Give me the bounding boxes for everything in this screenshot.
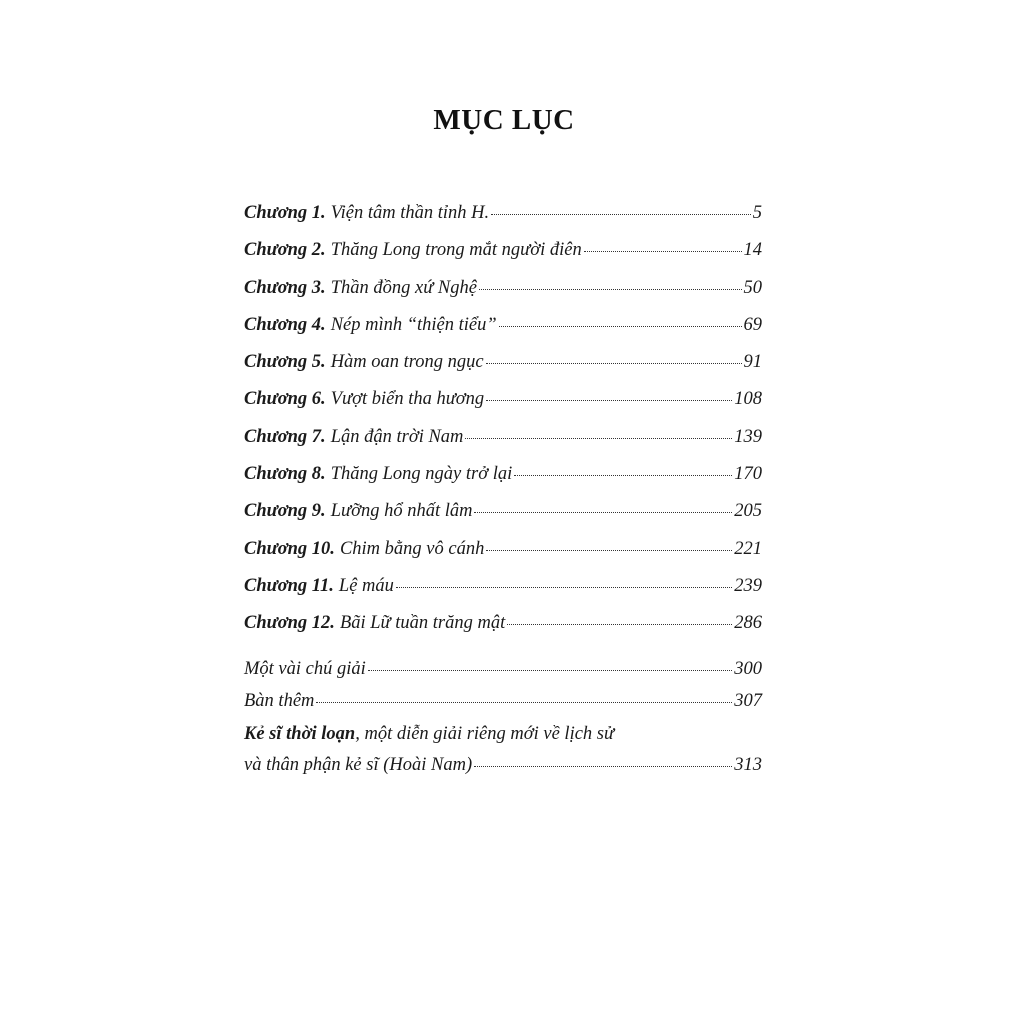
chapter-title: Nép mình “thiện tiểu” — [330, 314, 497, 335]
afterword-line-1 — [244, 724, 762, 755]
toc-entry-chapter-1 — [244, 203, 762, 240]
toc-entry-chapter-10 — [244, 539, 762, 576]
page-number: 91 — [743, 352, 762, 373]
section-gap — [244, 651, 762, 659]
chapter-title: Thần đồng xứ Nghệ — [330, 277, 477, 298]
page-number: 286 — [734, 613, 762, 634]
page-number: 5 — [752, 203, 762, 223]
dot-leader — [316, 701, 732, 703]
chapter-label: Chương 4. — [244, 314, 326, 335]
toc-entry-chapter-3 — [244, 278, 762, 315]
chapter-title: Bãi Lữ tuần trăng mật — [339, 613, 506, 634]
page-number: 221 — [734, 538, 762, 559]
page-number: 205 — [734, 501, 762, 522]
toc-entry-chapter-2 — [244, 240, 762, 277]
chapter-title: Chim bằng vô cánh — [339, 538, 485, 559]
dot-leader — [479, 288, 742, 290]
toc-entry-chapter-12 — [244, 613, 762, 650]
toc-entry-chapter-8 — [244, 464, 762, 501]
dot-leader — [507, 623, 732, 625]
chapter-title: Hàm oan trong ngục — [330, 352, 484, 373]
toc-entry-chapter-11 — [244, 576, 762, 613]
chapter-label: Chương 6. — [244, 389, 326, 410]
toc-entry-chapter-5 — [244, 352, 762, 389]
dot-leader — [514, 474, 732, 476]
dot-leader — [486, 362, 742, 364]
chapter-label: Chương 1. — [244, 203, 326, 223]
afterword-line-2-text: và thân phận kẻ sĩ (Hoài Nam) — [244, 754, 473, 775]
chapter-title: Lệ máu — [338, 575, 394, 596]
dot-leader — [474, 511, 732, 513]
chapter-label: Chương 11. — [244, 575, 334, 596]
dot-leader — [396, 586, 732, 588]
page-number: 307 — [734, 691, 762, 712]
afterword-subtitle: , một diễn giải riêng mới về lịch sử — [355, 723, 615, 744]
dot-leader — [465, 437, 732, 439]
chapter-label: Chương 3. — [244, 277, 326, 298]
page-number: 239 — [734, 575, 762, 596]
dot-leader — [486, 549, 732, 551]
dot-leader — [474, 766, 732, 767]
page-number: 170 — [734, 464, 762, 485]
toc-entry-chapter-9 — [244, 501, 762, 538]
entry-title: Một vài chú giải — [244, 658, 366, 679]
entry-title: Bàn thêm — [244, 691, 315, 712]
page-number: 108 — [734, 389, 762, 410]
dot-leader — [491, 213, 751, 215]
toc-entry-chapter-6 — [244, 389, 762, 426]
dot-leader — [368, 669, 732, 671]
chapter-label: Chương 7. — [244, 426, 326, 447]
toc-entry-discussion — [244, 691, 762, 724]
page-number: 50 — [743, 277, 762, 298]
page-number: 313 — [734, 754, 762, 775]
toc-entry-chapter-7 — [244, 427, 762, 464]
afterword-bold-title: Kẻ sĩ thời loạn — [244, 723, 356, 744]
dot-leader — [499, 325, 742, 327]
page-title: MỤC LỤC — [433, 104, 575, 136]
page-number: 139 — [734, 426, 762, 447]
chapter-label: Chương 5. — [244, 352, 326, 373]
chapter-label: Chương 10. — [244, 538, 335, 559]
chapter-label: Chương 12. — [244, 613, 335, 634]
chapter-label: Chương 2. — [244, 240, 326, 261]
chapter-title: Lận đận trời Nam — [330, 426, 464, 447]
afterword-line-2 — [244, 755, 762, 785]
chapter-label: Chương 8. — [244, 464, 326, 485]
toc-entry-chapter-4 — [244, 315, 762, 352]
chapter-title: Lưỡng hổ nhất lâm — [330, 501, 473, 522]
chapter-title: Vượt biển tha hương — [330, 389, 485, 410]
chapter-title: Thăng Long trong mắt người điên — [330, 240, 582, 261]
page-number: 300 — [734, 658, 762, 679]
table-of-contents — [244, 203, 762, 785]
chapter-title: Thăng Long ngày trở lại — [330, 464, 513, 485]
toc-entry-afterword — [244, 724, 762, 785]
chapter-title: Viện tâm thần tỉnh H. — [330, 203, 490, 223]
dot-leader — [584, 250, 742, 252]
page-number: 14 — [743, 240, 762, 261]
chapter-label: Chương 9. — [244, 501, 326, 522]
page-number: 69 — [743, 314, 762, 335]
toc-entry-notes — [244, 659, 762, 692]
dot-leader — [486, 399, 732, 401]
